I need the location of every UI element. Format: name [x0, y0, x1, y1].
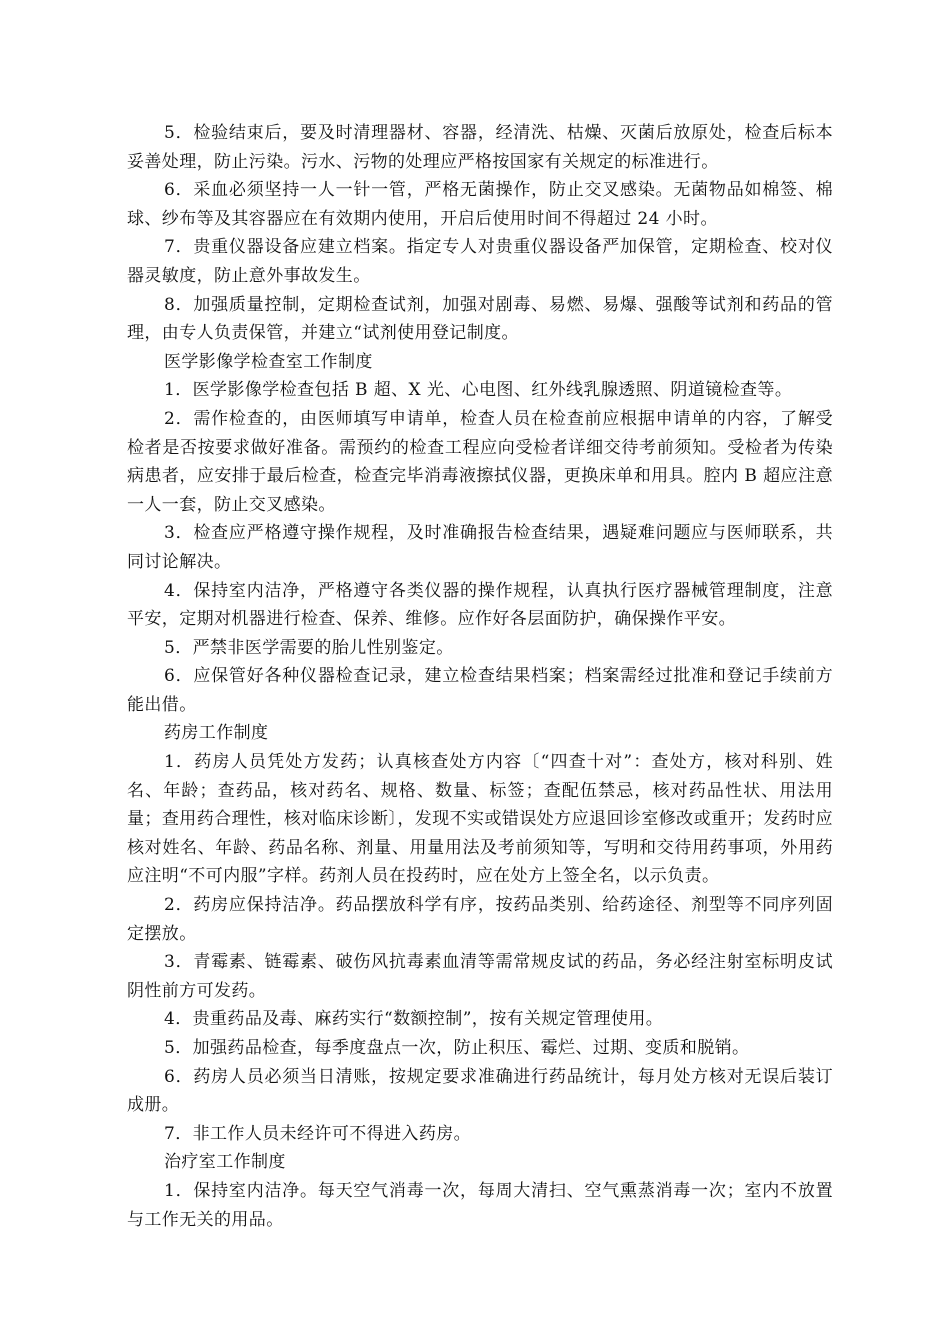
paragraph: 5．检验结束后，要及时清理器材、容器，经清洗、枯燥、灭菌后放原处，检查后标本妥善处理，防止污染。污水、污物的处理应严格按国家有关规定的标准进行。: [127, 123, 833, 172]
paragraph: 6．采血必须坚持一人一针一管，严格无菌操作，防止交叉感染。无菌物品如棉签、棉球、纱布等及其容器应在有效期内使用，开启后使用时间不得超过 24 小时。: [127, 180, 833, 229]
document-body: [127, 119, 833, 1234]
paragraph: 2．药房应保持洁净。药品摆放科学有序，按药品类别、给药途径、剂型等不同序列固定摆放。: [127, 895, 833, 944]
paragraph: 3．青霉素、链霉素、破伤风抗毒素血清等需常规皮试的药品，务必经注射室标明皮试阴性前方可发药。: [127, 952, 833, 1001]
section-heading: 药房工作制度: [164, 723, 269, 744]
paragraph: 2．需作检查的，由医师填写申请单，检查人员在检查前应根据申请单的内容，了解受检者是否按要求做好准备。需预约的检查工程应向受检者详细交待考前须知。受检者为传染病患者，应安排于最后检查，检查完毕消毒液擦拭仪器，更换床单和用具。腔内 B 超应注意一人一套，防止交叉感染。: [127, 408, 833, 515]
paragraph: 5．严禁非医学需要的胎儿性别鉴定。: [164, 637, 454, 658]
paragraph: 7．贵重仪器设备应建立档案。指定专人对贵重仪器设备严加保管，定期检查、校对仪器灵敏度，防止意外事故发生。: [127, 237, 833, 286]
paragraph: 1．保持室内洁净。每天空气消毒一次，每周大清扫、空气熏蒸消毒一次；室内不放置与工作无关的用品。: [127, 1180, 833, 1230]
paragraph: 4．保持室内洁净，严格遵守各类仪器的操作规程，认真执行医疗器械管理制度，注意平安，定期对机器进行检查、保养、维修。应作好各层面防护，确保操作平安。: [127, 580, 833, 630]
paragraph: 8．加强质量控制，定期检查试剂，加强对剧毒、易燃、易爆、强酸等试剂和药品的管理，由专人负责保管，并建立“试剂使用登记制度。: [127, 294, 833, 344]
paragraph: 7．非工作人员未经许可不得进入药房。: [164, 1123, 472, 1144]
section-heading: 治疗室工作制度: [164, 1152, 286, 1173]
paragraph: 1．医学影像学检查包括 B 超、X 光、心电图、红外线乳腺透照、阴道镜检查等。: [164, 380, 793, 401]
paragraph: 5．加强药品检查，每季度盘点一次，防止积压、霉烂、过期、变质和脱销。: [164, 1038, 750, 1058]
paragraph: 6．药房人员必须当日清账，按规定要求准确进行药品统计，每月处方核对无误后装订成册。: [127, 1066, 833, 1116]
paragraph: 6．应保管好各种仪器检查记录，建立检查结果档案；档案需经过批准和登记手续前方能出借。: [127, 666, 833, 715]
paragraph: 3．检查应严格遵守操作规程，及时准确报告检查结果，遇疑难问题应与医师联系，共同讨论解决。: [127, 523, 833, 572]
section-heading: 医学影像学检查室工作制度: [164, 351, 373, 372]
paragraph: 1．药房人员凭处方发药；认真核查处方内容〔“四查十对”：查处方，核对科别、姓名、年龄；查药品，核对药名、规格、数量、标签；查配伍禁忌，核对药品性状、用法用量；查用药合理性，核对临床诊断〕，发现不实或错误处方应退回诊室修改或重开；发药时应核对姓名、年龄、药品名称、剂量、用量用法及考前须知等，写明和交待用药事项，外用药应注明“不可内服”字样。药剂人员在投药时，应在处方上签全名，以示负责。: [127, 752, 833, 887]
paragraph: 4．贵重药品及毒、麻药实行“数额控制”，按有关规定管理使用。: [164, 1009, 664, 1030]
